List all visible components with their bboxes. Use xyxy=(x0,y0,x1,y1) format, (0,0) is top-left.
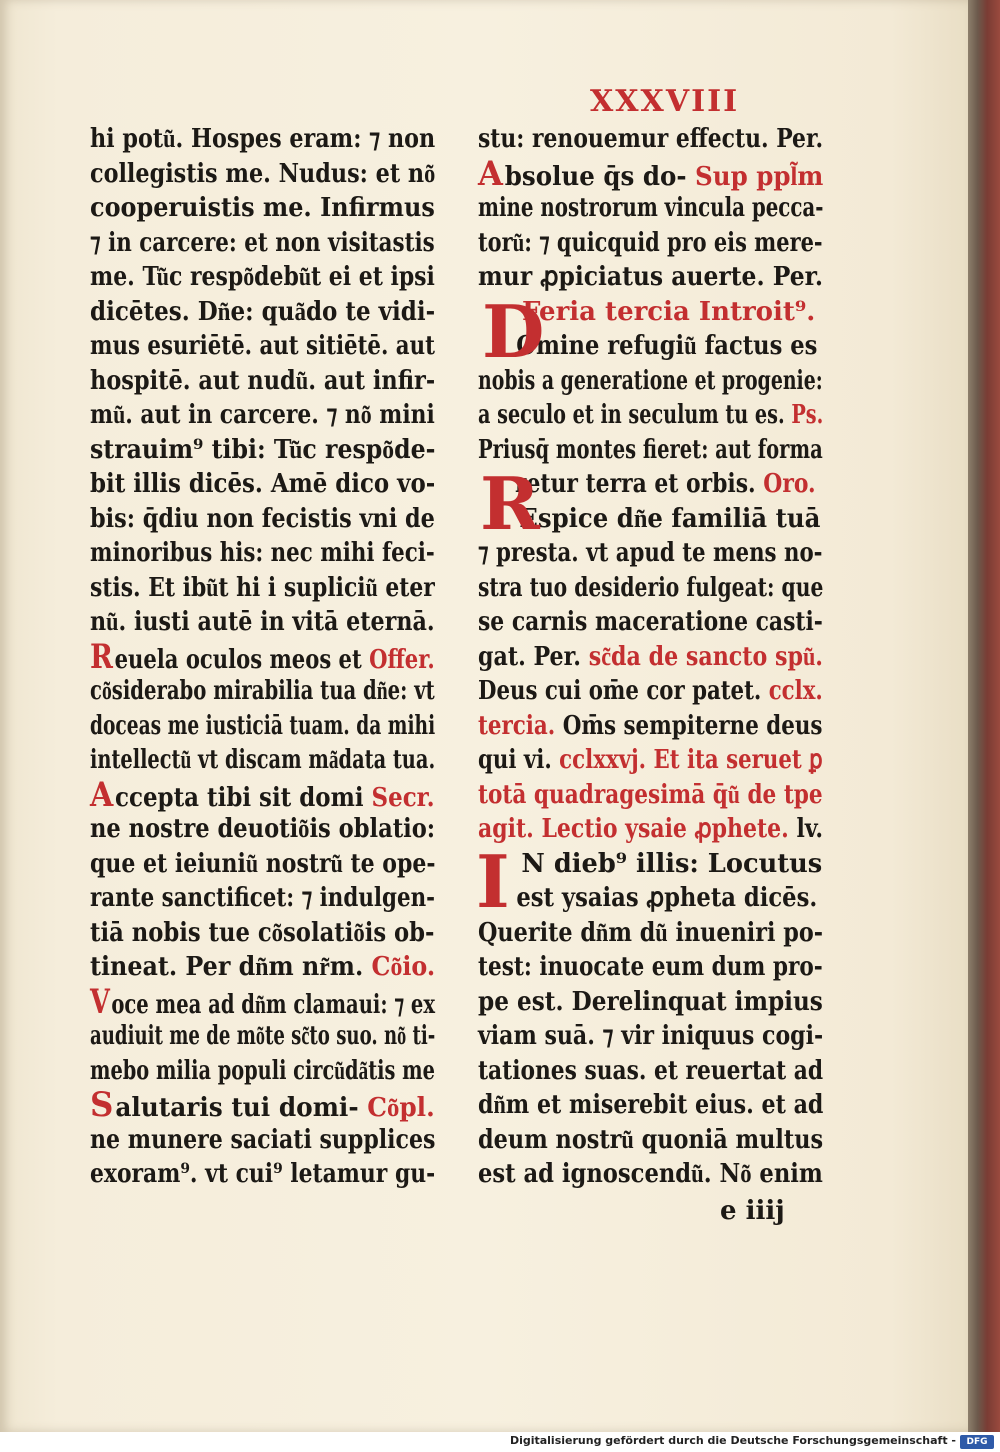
body-text: dicētes. Dn͂e: qua͂do te vidi- xyxy=(90,296,436,327)
body-text: nu͂. iusti autē in vitā eternā. xyxy=(90,607,435,637)
left-column-line xyxy=(90,502,435,537)
left-column-line xyxy=(90,260,435,295)
body-text: co͂siderabo mirabilia tua dn͂e: vt xyxy=(90,676,435,706)
left-column-line xyxy=(90,467,436,502)
body-text: ⁊ in carcere: et non visitastis xyxy=(90,227,435,258)
body-text: bit illis dicēs. Amē dico vo- xyxy=(90,469,436,499)
body-text: strauim⁹ tibi: Tu͂c respo͂de- xyxy=(90,434,436,465)
body-text: tiā nobis tue co͂solatio͂is ob- xyxy=(90,917,435,948)
body-text: stra tuo desiderio fulgeat: que xyxy=(478,572,824,603)
left-column-line xyxy=(90,981,435,1022)
left-column-line xyxy=(90,1085,435,1125)
right-text-column xyxy=(478,122,823,1192)
right-column-line xyxy=(478,1054,824,1089)
right-column-line xyxy=(478,674,823,709)
left-column-line xyxy=(90,674,435,709)
right-column-line xyxy=(478,778,823,813)
dfg-logo: DFG xyxy=(960,1435,994,1449)
body-text: me. Tu͂c respo͂debu͂t ei et ipsi xyxy=(90,262,435,292)
body-text: hospitē. aut nudu͂. aut infir- xyxy=(90,365,436,396)
left-column-line xyxy=(90,329,435,364)
left-column-line xyxy=(90,398,435,433)
rubric-initial: R xyxy=(90,636,113,677)
body-text: Omine refugiu͂ factus es xyxy=(516,331,818,361)
left-text-column xyxy=(90,122,435,1192)
left-column-line xyxy=(90,226,435,261)
left-column-line xyxy=(90,1019,436,1054)
body-text: N dieb⁹ illis: Locutus xyxy=(521,848,823,879)
right-column-line xyxy=(478,640,824,675)
right-column-line xyxy=(478,812,824,847)
body-text: mu͂. aut in carcere. ⁊ no͂ mini xyxy=(90,400,435,430)
body-text: mus esuriētē. aut sitiētē. aut xyxy=(90,331,435,361)
left-column-line xyxy=(90,571,435,606)
body-text: collegistis me. Nudus: et no͂ xyxy=(90,158,436,189)
body-text: audiuit me de mo͂te sc͂to suo. no͂ ti- xyxy=(90,1021,436,1051)
left-column-line xyxy=(90,605,435,640)
left-column-line xyxy=(90,916,435,951)
body-text: que et ieiuniu͂ nostru͂ te ope- xyxy=(90,848,436,879)
body-text: Priusq̄ montes fieret: aut forma xyxy=(478,434,823,465)
right-column-line xyxy=(478,847,823,882)
body-text: ne nostre deuotio͂is oblatio: xyxy=(90,814,436,844)
right-column-line xyxy=(478,605,823,640)
body-text: minoribus his: nec mihi feci- xyxy=(90,538,435,568)
body-text: mebo milia populi circu͂da͂tis me xyxy=(90,1055,435,1086)
rubric-initial: A xyxy=(90,774,114,815)
left-column-line xyxy=(90,122,436,157)
rubric-initial: V xyxy=(90,981,110,1022)
rubric-initial: A xyxy=(478,153,503,194)
body-text: toru͂: ⁊ quicquid pro eis mere- xyxy=(478,227,823,258)
right-column-line xyxy=(478,950,823,985)
right-column-line xyxy=(478,191,824,226)
rubric-text: totā quadragesimā q̄u͂ de tpe xyxy=(478,779,823,810)
body-text: tationes suas. et reuertat ad xyxy=(478,1055,824,1086)
body-text: intellectu͂ vt discam ma͂data tua. xyxy=(90,745,436,775)
left-column-line xyxy=(90,157,436,192)
left-column-line xyxy=(90,812,436,847)
body-text: bsolue q̄s do- xyxy=(504,161,696,192)
body-text: gat. Per. xyxy=(478,641,589,672)
body-text: Om̄s sempiterne deus xyxy=(562,710,823,741)
body-text: doceas me iusticiā tuam. da mihi xyxy=(90,710,436,741)
folio-number: XXXVIII xyxy=(590,84,740,119)
body-text: qui vi. xyxy=(478,745,560,775)
body-text: dn͂m et miserebit eius. et ad xyxy=(478,1090,824,1120)
right-column-line xyxy=(478,398,824,433)
right-column-line xyxy=(478,709,823,744)
right-column-line xyxy=(478,122,824,157)
left-column-line xyxy=(90,636,435,677)
right-column-line xyxy=(478,1157,823,1192)
right-column-line xyxy=(478,881,818,916)
body-text: test: inuocate eum dum pro- xyxy=(478,952,823,982)
body-text: oce mea ad dn͂m clamaui: ⁊ ex xyxy=(111,989,435,1020)
body-text: Deus cui om̄e cor patet. xyxy=(478,676,769,706)
left-column-line xyxy=(90,774,435,815)
left-column-line xyxy=(90,191,435,226)
right-column-line xyxy=(478,916,824,951)
body-text: ⁊ presta. vt apud te mens no- xyxy=(478,538,823,568)
body-text: retur terra et orbis. xyxy=(515,469,764,499)
initial-d: D xyxy=(482,289,545,374)
body-text: euela oculos meos et xyxy=(114,644,370,675)
left-column-line xyxy=(90,950,436,985)
rubric-initial: S xyxy=(90,1085,114,1125)
body-text: deum nostru͂ quoniā multus xyxy=(478,1124,824,1155)
body-text: bis: q̄diu non fecistis vni de xyxy=(90,503,435,534)
body-text: lv. xyxy=(796,814,824,844)
page-edge-binding xyxy=(968,0,1000,1432)
footer-credit: Digitalisierung gefördert durch die Deutsche Forschungsgemeinschaft - xyxy=(509,1434,956,1447)
left-column-line xyxy=(90,1157,436,1192)
right-column-line xyxy=(478,1088,824,1123)
left-column-line xyxy=(90,881,436,916)
right-column-line xyxy=(478,153,824,194)
left-column-line xyxy=(90,1123,436,1158)
left-column-line xyxy=(90,364,436,399)
rubric-text: Feria tercia Introit⁹. xyxy=(522,296,816,327)
body-text: a seculo et in seculum tu es. xyxy=(478,400,792,430)
rubric-text: Sup ppl͂m xyxy=(695,161,824,192)
body-text: alutaris tui domi- xyxy=(115,1093,368,1123)
rubric-text: sc͂da de sancto spu͂. xyxy=(588,641,824,672)
right-column-line xyxy=(478,1019,824,1054)
right-column-line xyxy=(478,743,823,778)
body-text: exoram⁹. vt cui⁹ letamur gu- xyxy=(90,1159,436,1189)
body-text: hi potu͂. Hospes eram: ⁊ non xyxy=(90,124,436,154)
left-column-line xyxy=(90,1054,435,1089)
body-text: ne munere saciati supplices xyxy=(90,1124,436,1155)
initial-r: R xyxy=(480,461,540,546)
right-column-line xyxy=(478,226,823,261)
right-column-line xyxy=(478,985,823,1020)
rubric-text: Ps. xyxy=(791,400,824,430)
rubric-text: Oro. xyxy=(763,469,816,499)
left-column-line xyxy=(90,847,436,882)
body-text: ccepta tibi sit domi xyxy=(115,782,372,813)
right-column-line xyxy=(478,1123,824,1158)
left-column-line xyxy=(90,433,436,468)
body-text: nobis a generatione et progenie: xyxy=(478,365,823,396)
body-text: stis. Et ibu͂t hi i supliciu͂ eter xyxy=(90,572,435,603)
rubric-text: agit. Lectio ysaie ꝓphete. xyxy=(478,814,797,844)
footer-bar xyxy=(0,1432,1000,1452)
catchword: e iiij xyxy=(720,1196,785,1226)
body-text: rante sanctificet: ⁊ indulgen- xyxy=(90,883,436,913)
rubric-text: cclx. xyxy=(768,676,823,706)
body-text: viam suā. ⁊ vir iniquus cogi- xyxy=(478,1021,824,1051)
body-text: est ysaias ꝓpheta dicēs. xyxy=(516,883,818,913)
body-text: mur ꝓpiciatus auerte. Per. xyxy=(478,262,824,292)
body-text: cooperuistis me. Infirmus xyxy=(90,193,435,223)
left-column-line xyxy=(90,743,436,778)
right-column-line xyxy=(478,571,824,606)
body-text: pe est. Derelinquat impius xyxy=(478,986,823,1017)
rubric-text: cclxxvj. Et ita seruet ꝑ xyxy=(559,745,823,775)
left-column-line xyxy=(90,536,435,571)
body-text: est ad ignoscendu͂. No͂ enim xyxy=(478,1159,823,1189)
body-text: Espice dn͂e familiā tuā xyxy=(519,503,821,534)
body-text: stu: renouemur effectu. Per. xyxy=(478,124,824,154)
body-text: mine nostrorum vincula pecca- xyxy=(478,193,824,223)
body-text: se carnis maceratione casti- xyxy=(478,607,823,637)
left-column-line xyxy=(90,295,436,330)
rubric-text: Offer. xyxy=(369,644,435,675)
rubric-text: Co͂pl. xyxy=(367,1093,435,1123)
rubric-text: Co͂io. xyxy=(371,952,436,982)
body-text: Querite dn͂m du͂ inueniri po- xyxy=(478,917,824,948)
left-column-line xyxy=(90,709,436,744)
initial-i: I xyxy=(476,839,510,924)
body-text: tineat. Per dn͂m nr͂m. xyxy=(90,952,372,982)
rubric-text: Secr. xyxy=(371,782,435,813)
rubric-text: tercia. xyxy=(478,710,563,741)
